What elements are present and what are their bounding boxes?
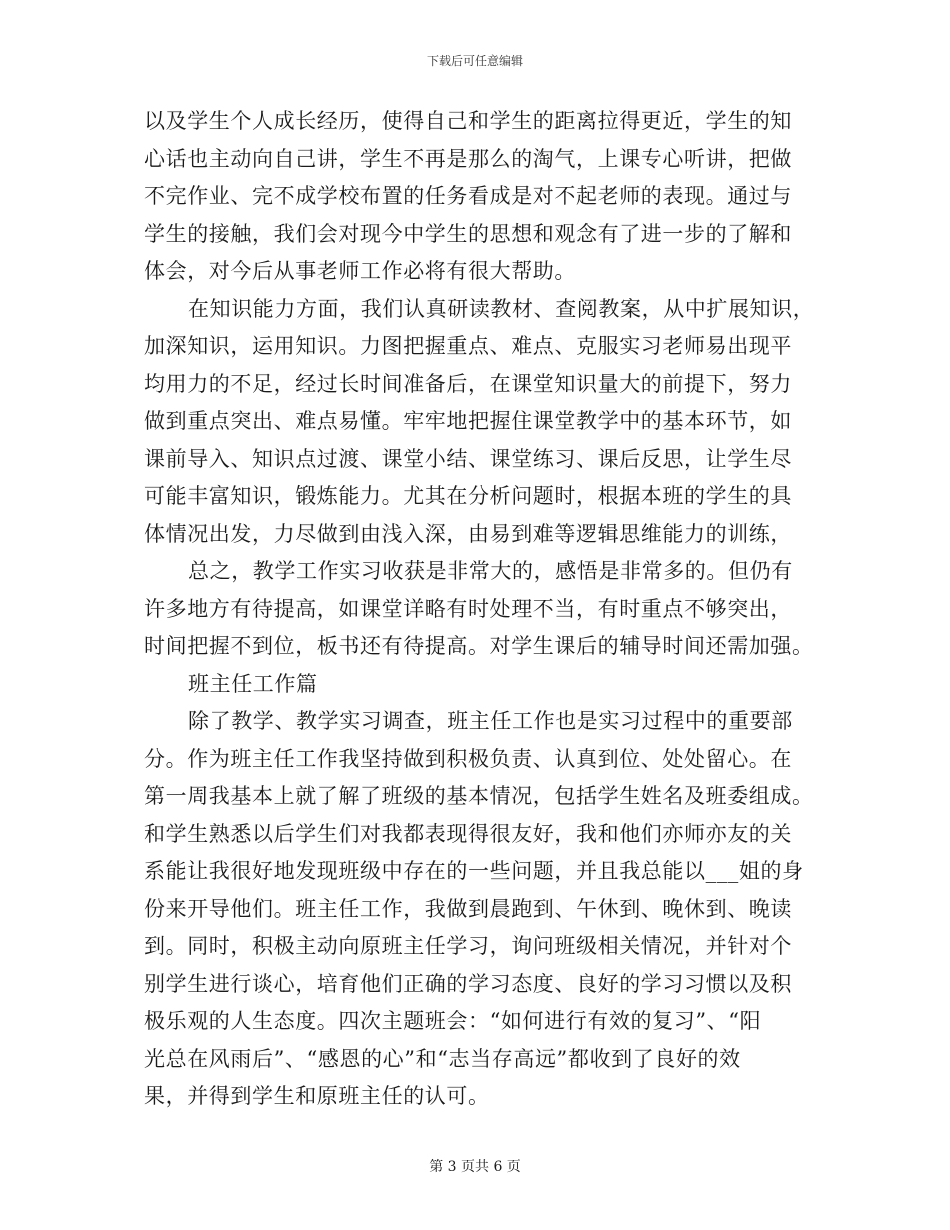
text-line: 别学生进行谈心，培育他们正确的学习态度、良好的学习习惯以及积 — [144, 971, 792, 996]
page-header: 下载后可任意编辑 — [426, 54, 523, 68]
text-line: 极乐观的人生态度。四次主题班会：“如何进行有效的复习”、“阳 — [144, 1009, 762, 1033]
paragraph-start-line: 在知识能力方面，我们认真研读教材、查阅教案，从中扩展知识， — [188, 296, 815, 321]
text-line: 体会，对今后从事老师工作必将有很大帮助。 — [144, 259, 576, 283]
text-line: 时间把握不到位，板书还有待提高。对学生课后的辅导时间还需加强。 — [144, 634, 814, 658]
page-number-footer: 第 3 页共 6 页 — [429, 1159, 521, 1175]
text-line: 分。作为班主任工作我坚持做到积极负责、认真到位、处处留心。在 — [144, 746, 792, 771]
text-line: 光总在风雨后”、“感恩的心”和“志当存高远”都收到了良好的效 — [144, 1046, 741, 1071]
text-line: 系能让我很好地发现班级中存在的一些问题，并且我总能以___姐的身 — [144, 859, 804, 883]
text-line: 加深知识，运用知识。力图把握重点、难点、克服实习老师易出现平 — [144, 334, 792, 358]
text-line: 和学生熟悉以后学生们对我都表现得很友好，我和他们亦师亦友的关 — [144, 821, 792, 846]
text-line: 可能丰富知识，锻炼能力。尤其在分析问题时，根据本班的学生的具 — [144, 484, 792, 508]
paragraph-start-line: 除了教学、教学实习调查，班主任工作也是实习过程中的重要部 — [188, 709, 793, 733]
text-line: 不完作业、完不成学校布置的任务看成是对不起老师的表现。通过与 — [144, 184, 792, 208]
text-line: 份来开导他们。班主任工作，我做到晨跑到、午休到、晚休到、晚读 — [144, 896, 792, 921]
text-line: 到。同时，积极主动向原班主任学习，询问班级相关情况，并针对个 — [144, 934, 792, 958]
text-line: 体情况出发，力尽做到由浅入深，由易到难等逻辑思维能力的训练， — [144, 521, 792, 546]
document-body — [144, 103, 815, 1116]
text-line: 果，并得到学生和原班主任的认可。 — [144, 1084, 490, 1108]
text-line: 课前导入、知识点过渡、课堂小结、课堂练习、课后反思，让学生尽 — [144, 446, 792, 471]
paragraph-start-line: 总之，教学工作实习收获是非常大的，感悟是非常多的。但仍有 — [188, 559, 793, 583]
text-line: 第一周我基本上就了解了班级的基本情况，包括学生姓名及班委组成。 — [144, 784, 814, 808]
text-line: 以及学生个人成长经历，使得自己和学生的距离拉得更近，学生的知 — [144, 109, 792, 133]
text-line: 学生的接触，我们会对现今中学生的思想和观念有了进一步的了解和 — [144, 221, 792, 246]
text-line: 均用力的不足，经过长时间准备后，在课堂知识量大的前提下，努力 — [144, 371, 792, 396]
text-line: 做到重点突出、难点易懂。牢牢地把握住课堂教学中的基本环节，如 — [144, 409, 792, 433]
text-line: 许多地方有待提高，如课堂详略有时处理不当，有时重点不够突出， — [144, 596, 792, 621]
section-heading: 班主任工作篇 — [188, 671, 318, 696]
text-line: 心话也主动向自己讲，学生不再是那么的淘气，上课专心听讲，把做 — [144, 146, 792, 171]
